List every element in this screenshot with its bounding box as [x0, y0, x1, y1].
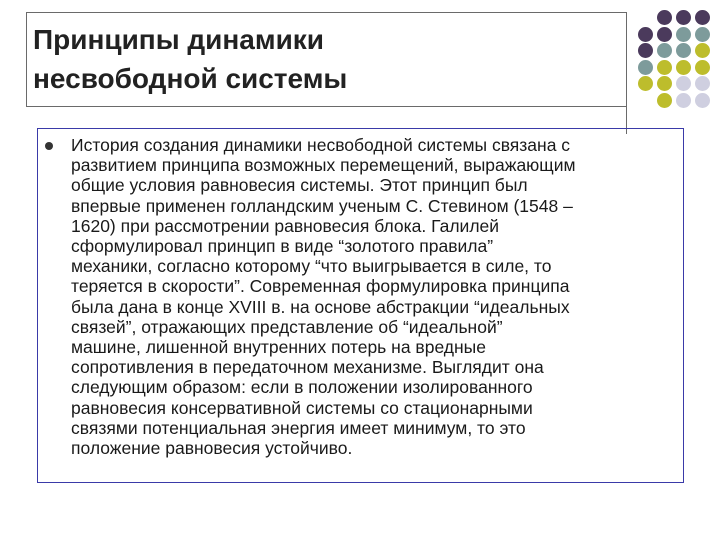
- decorative-dot: [676, 43, 691, 58]
- body-text-line: положение равновесия устойчиво.: [71, 438, 353, 459]
- slide-title-line: Принципы динамики: [33, 24, 325, 55]
- decorative-dot: [657, 43, 672, 58]
- decorative-dot: [676, 76, 691, 91]
- body-text-line: равновесия консервативной системы со стационарными: [71, 397, 533, 418]
- decorative-dot: [657, 60, 672, 75]
- decorative-dot: [695, 60, 710, 75]
- decorative-dot-grid: [634, 10, 714, 108]
- body-text-line: сформулировал принцип в виде “золотого правила”: [71, 236, 494, 257]
- decorative-dot: [676, 93, 691, 108]
- decorative-dot: [638, 43, 653, 58]
- body-text-line: связей”, отражающих представление об “идеальной”: [71, 316, 503, 337]
- body-text-line: теряется в скорости”. Современная формулировка принципа: [71, 276, 570, 297]
- body-text-line: связями потенциальная энергия имеет минимум, то это: [71, 417, 526, 438]
- decorative-dot: [695, 43, 710, 58]
- body-text-line: машине, лишенной внутренних потерь на вредные: [71, 337, 486, 358]
- decorative-dot: [695, 10, 710, 25]
- body-text-line: развитием принципа возможных перемещений, выражающим: [71, 155, 576, 176]
- decorative-dot: [638, 60, 653, 75]
- body-text-line: впервые применен голландским ученым С. Стевином (1548 –: [71, 195, 573, 216]
- slide-title-line: несвободной системы: [33, 63, 348, 94]
- decorative-dot: [638, 76, 653, 91]
- body-text-line: следующим образом: если в положении изолированного: [71, 377, 533, 398]
- slide-title: [33, 20, 347, 98]
- slide-body-text: [71, 135, 683, 458]
- body-text-line: 1620) при рассмотрении равновесия блока. Галилей: [71, 215, 500, 236]
- title-divider: [626, 12, 627, 134]
- body-text-line: История создания динамики несвободной системы связана с: [71, 135, 571, 155]
- decorative-dot: [657, 10, 672, 25]
- decorative-dot: [676, 27, 691, 42]
- decorative-dot: [695, 93, 710, 108]
- body-text-line: была дана в конце XVIII в. на основе абстракции “идеальных: [71, 296, 570, 317]
- decorative-dot: [676, 60, 691, 75]
- body-text-line: общие условия равновесия системы. Этот принцип был: [71, 175, 528, 196]
- decorative-dot: [695, 76, 710, 91]
- decorative-dot: [638, 27, 653, 42]
- decorative-dot: [676, 10, 691, 25]
- decorative-dot: [657, 27, 672, 42]
- decorative-dot: [657, 93, 672, 108]
- body-text-line: сопротивления в передаточном механизме. Выглядит она: [71, 357, 544, 378]
- decorative-dot: [695, 27, 710, 42]
- body-text-line: механики, согласно которому “что выигрывается в силе, то: [71, 256, 552, 277]
- bullet-icon: [45, 142, 53, 150]
- decorative-dot: [657, 76, 672, 91]
